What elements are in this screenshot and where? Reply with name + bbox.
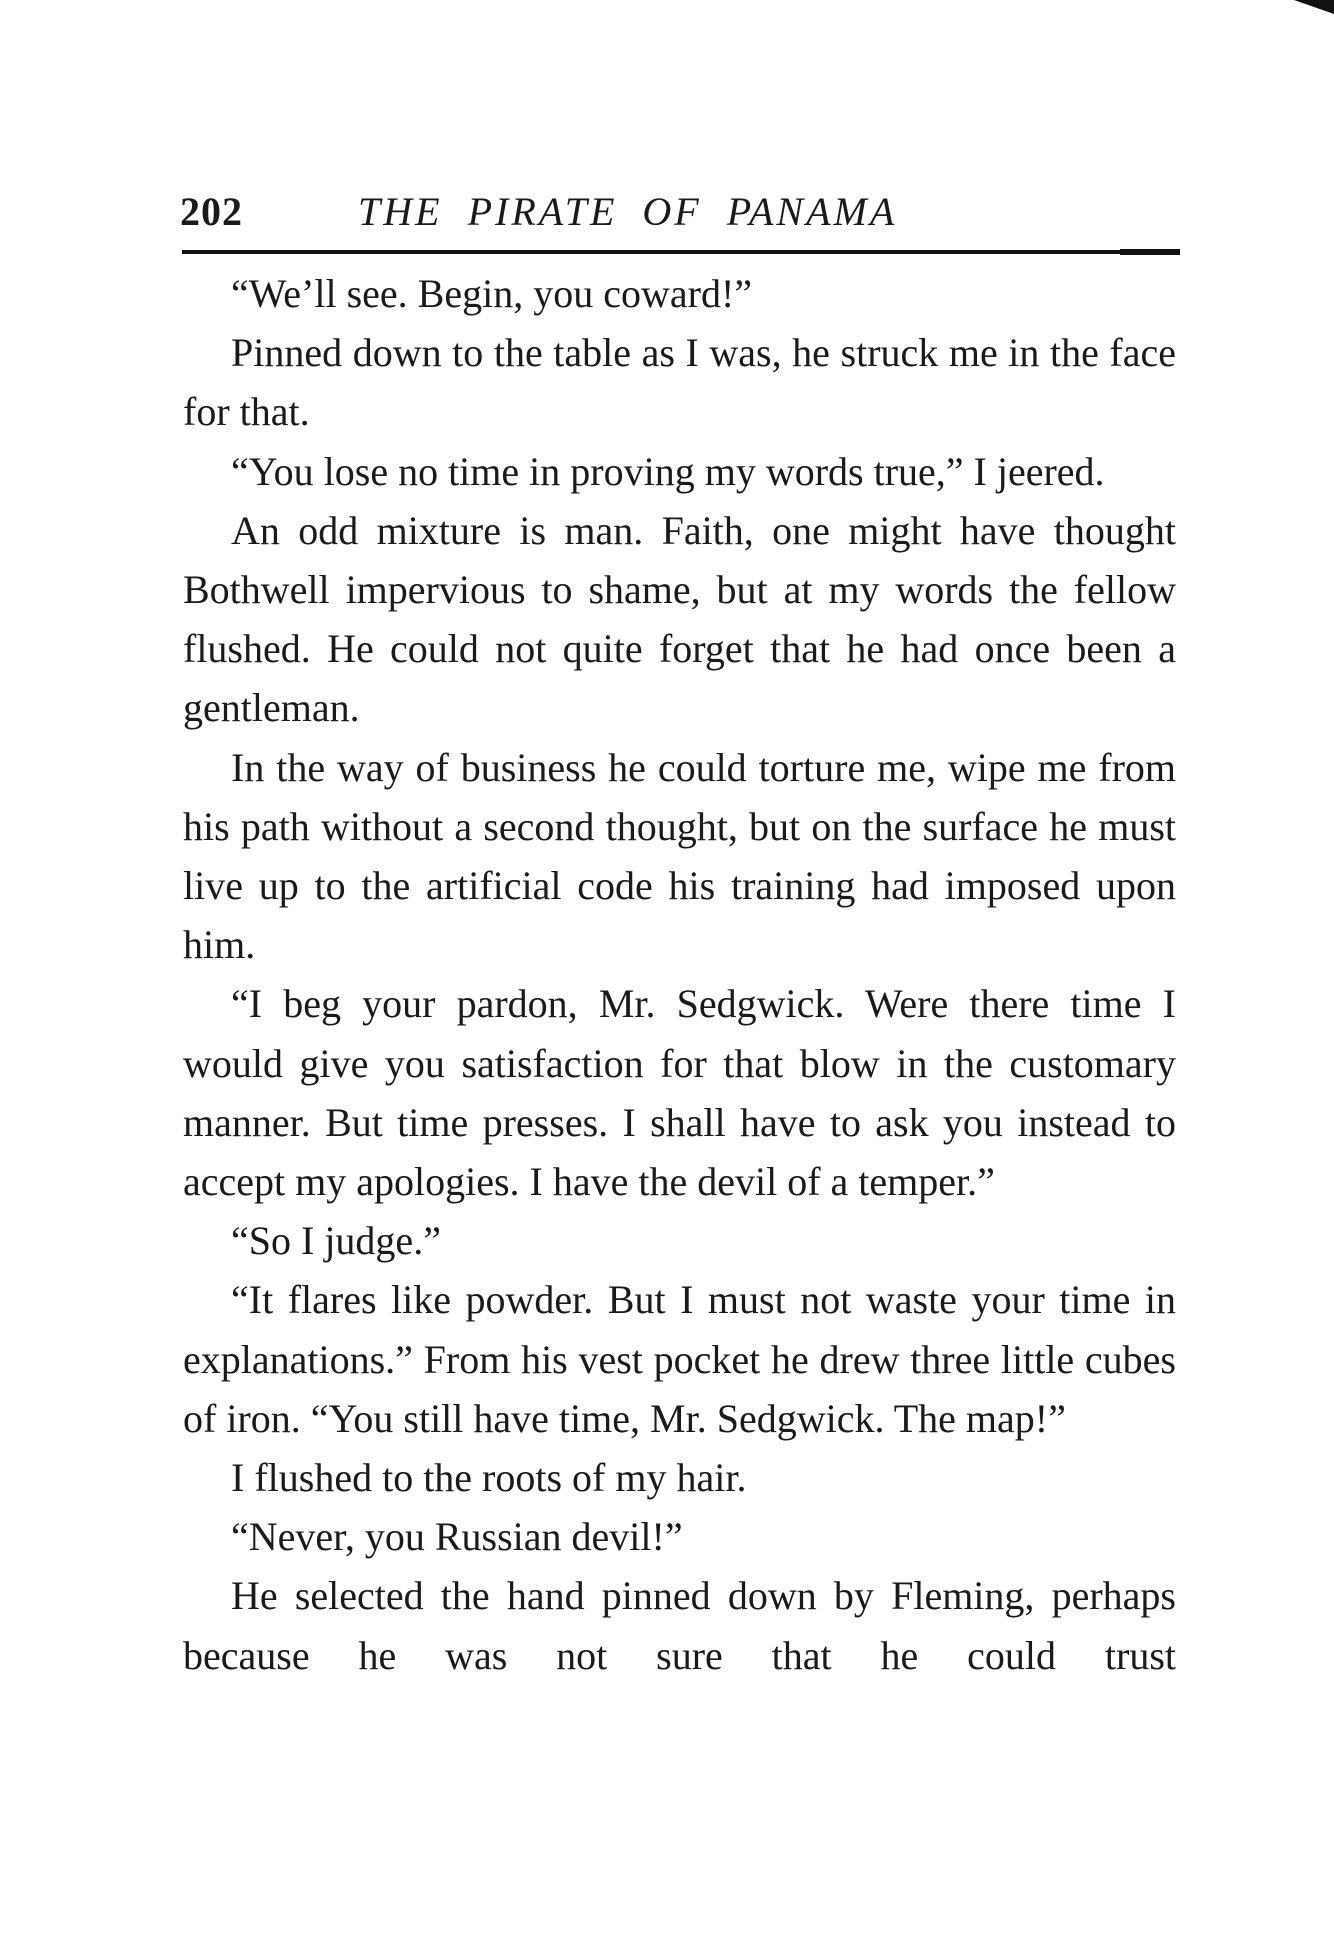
paragraph-7: “So I judge.”	[231, 1218, 441, 1264]
paragraph-2: Pinned down to the table as I was, he struck me in the face for that.	[183, 330, 1176, 435]
corner-scan-mark	[1294, 0, 1334, 14]
paragraph-3: “You lose no time in proving my words true,” I jeered.	[231, 448, 1105, 494]
paragraph-11: He selected the hand pinned down by Fleming, perhaps because he was not sure that he could trust	[183, 1573, 1176, 1678]
paragraph-5: In the way of business he could torture me, wipe me from his path without a second thought, but on the surface he must live up to the artificial code his training had imposed upon him.	[183, 744, 1176, 968]
paragraph-10: “Never, you Russian devil!”	[231, 1514, 683, 1560]
paragraph-4: An odd mixture is man. Faith, one might have thought Bothwell impervious to shame, but at my words the fellow flushed. He could not quite forget that he had once been a gentleman.	[183, 507, 1176, 731]
page-number: 202	[180, 189, 243, 234]
paragraph-9: I flushed to the roots of my hair.	[231, 1455, 747, 1501]
book-title: THE PIRATE OF PANAMA	[358, 189, 898, 234]
running-head	[180, 188, 1180, 238]
header-rule	[182, 250, 1176, 254]
body-text	[183, 264, 1176, 1685]
paragraph-1: “We’ll see. Begin, you coward!”	[231, 271, 753, 316]
paragraph-6: “I beg your pardon, Mr. Sedgwick. Were there time I would give you satisfaction for that blow in the customary manner. But time presses. I shall have to ask you instead to accept my apologies. I have the devil of a temper.”	[183, 981, 1176, 1205]
paragraph-8: “It flares like powder. But I must not waste your time in explanations.” From his vest pocket he drew three little cubes of iron. “You still have time, Mr. Sedgwick. The map!”	[183, 1277, 1176, 1441]
